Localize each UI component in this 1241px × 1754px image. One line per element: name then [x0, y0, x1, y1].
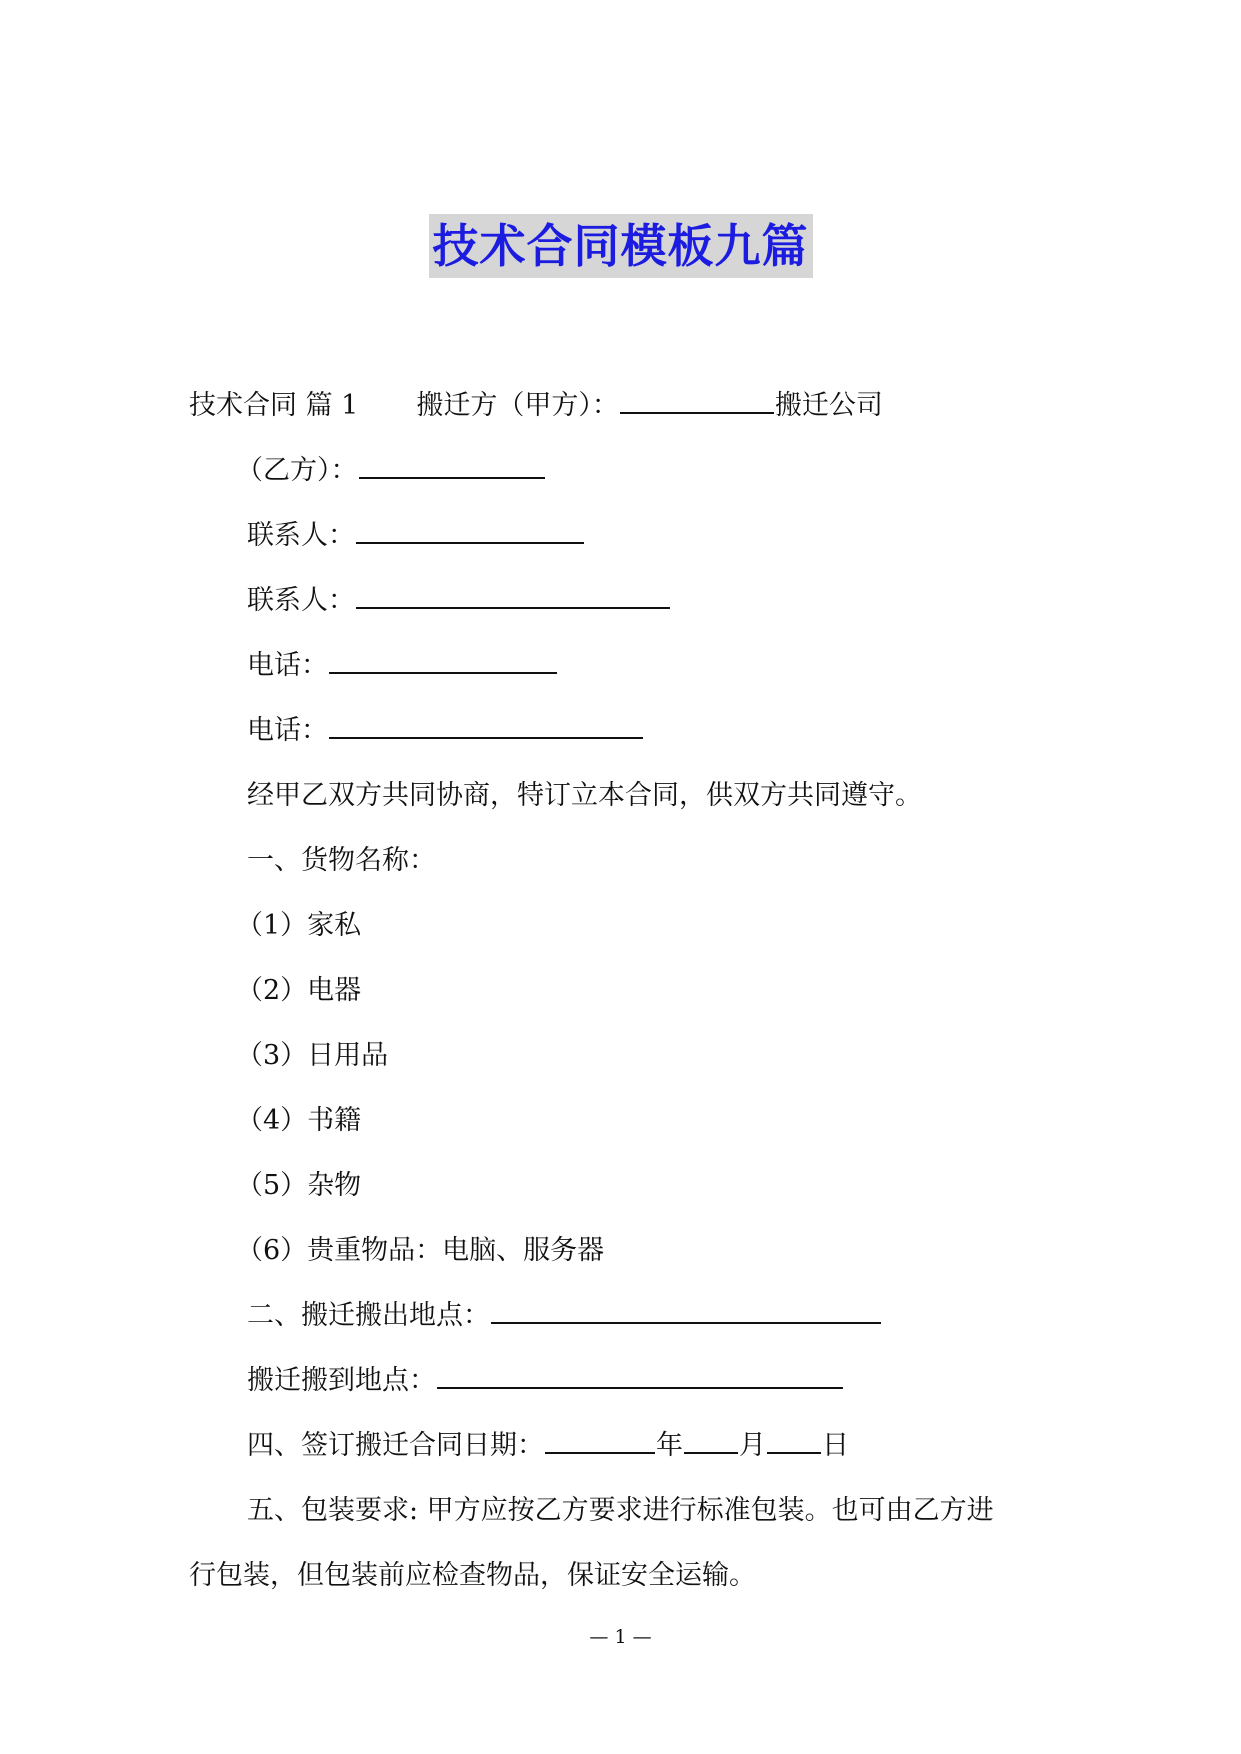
party-b-label: （乙方）：	[236, 455, 358, 486]
phone-blank	[329, 711, 643, 739]
party-b-blank	[359, 451, 545, 479]
day-label: 日	[822, 1430, 849, 1461]
document-title: 技术合同模板九篇	[429, 214, 813, 278]
header-line	[189, 386, 883, 426]
party-a-suffix: 搬迁公司	[774, 390, 883, 421]
party-a-label: 搬迁方（甲方）：	[416, 390, 619, 421]
section-4-line	[247, 1426, 849, 1466]
day-blank	[767, 1426, 821, 1454]
list-item: （1）家私	[236, 910, 362, 941]
list-item: （2）电器	[236, 975, 362, 1006]
contact-blank	[356, 581, 670, 609]
destination-label: 搬迁搬到地点：	[247, 1365, 436, 1396]
contact-line-1	[247, 516, 585, 556]
date-label: 四、签订搬迁合同日期：	[247, 1430, 544, 1461]
month-label: 月	[739, 1430, 766, 1461]
year-blank	[545, 1426, 655, 1454]
party-a-blank	[620, 386, 774, 414]
origin-blank	[491, 1296, 881, 1324]
list-item: （3）日用品	[236, 1040, 389, 1071]
contact-line-2	[247, 581, 671, 621]
phone-blank	[329, 646, 557, 674]
contact-label: 联系人：	[247, 585, 355, 616]
list-item: （5）杂物	[236, 1170, 362, 1201]
destination-line	[247, 1361, 844, 1401]
phone-line-2	[247, 711, 644, 751]
section-2-line	[247, 1296, 882, 1336]
party-b-line	[236, 451, 546, 491]
title-container	[0, 214, 1241, 278]
phone-label: 电话：	[247, 650, 328, 681]
contact-label: 联系人：	[247, 520, 355, 551]
intro-paragraph: 经甲乙双方共同协商，特订立本合同，供双方共同遵守。	[247, 780, 922, 811]
section-heading: 技术合同 篇 1	[189, 390, 359, 421]
contact-blank	[356, 516, 584, 544]
month-blank	[684, 1426, 738, 1454]
phone-line-1	[247, 646, 558, 686]
section-5-line-2: 行包装，但包装前应检查物品，保证安全运输。	[189, 1560, 756, 1591]
page-number: — 1 —	[589, 1626, 652, 1648]
section-5-line-1: 五、包装要求: 甲方应按乙方要求进行标准包装。也可由乙方进	[247, 1495, 994, 1526]
phone-label: 电话：	[247, 715, 328, 746]
list-item: （6）贵重物品：电脑、服务器	[236, 1235, 605, 1266]
year-label: 年	[656, 1430, 683, 1461]
destination-blank	[437, 1361, 843, 1389]
section-1-heading: 一、货物名称：	[247, 845, 436, 876]
list-item: （4）书籍	[236, 1105, 362, 1136]
origin-label: 二、搬迁搬出地点：	[247, 1300, 490, 1331]
